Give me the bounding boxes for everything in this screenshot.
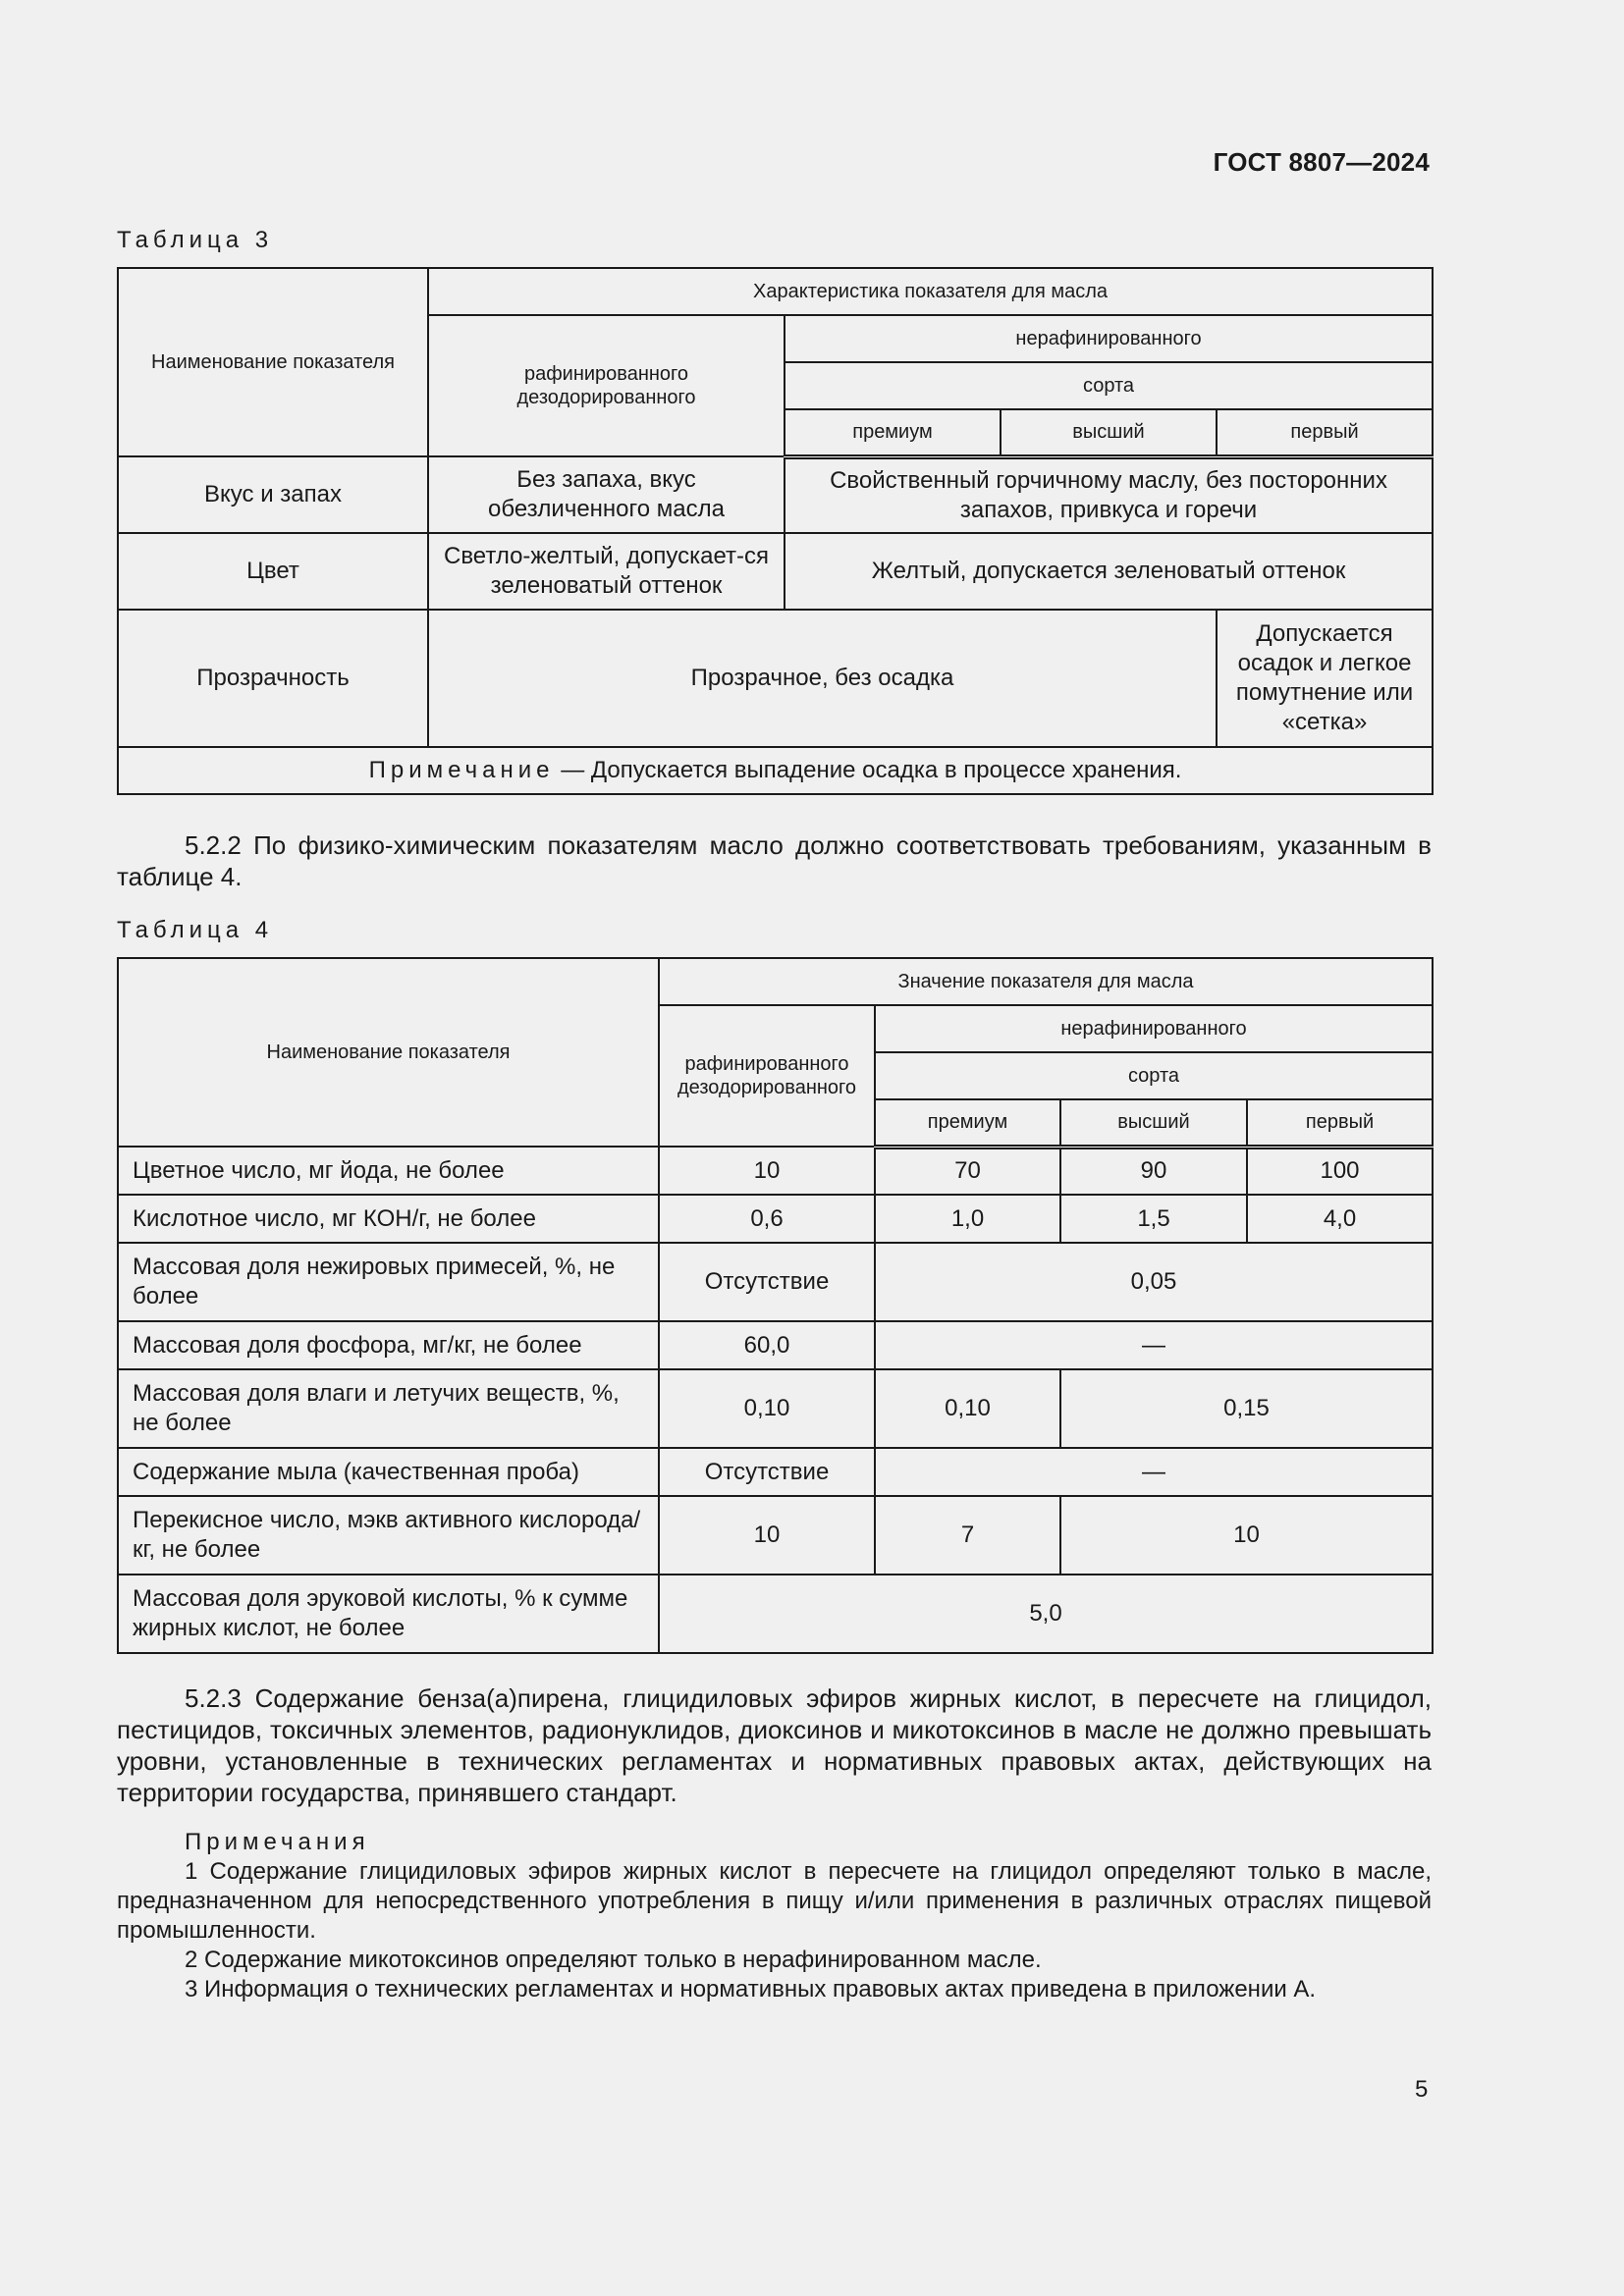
table3 <box>117 267 1434 795</box>
cell-refined: 10 <box>659 1147 875 1195</box>
table-row <box>118 1448 1433 1496</box>
table4-header-value: Значение показателя для масла <box>659 958 1433 1005</box>
cell-refined: Без запаха, вкус обезличенного масла <box>428 456 785 533</box>
cell-unrefined-all: 0,05 <box>875 1243 1433 1321</box>
cell-highest: 90 <box>1060 1147 1247 1195</box>
table3-header-grade: сорта <box>785 362 1433 409</box>
table3-header-indicator: Наименование показателя <box>118 268 428 456</box>
note-dash: — <box>561 757 585 783</box>
notes-block <box>117 1828 1432 2004</box>
row-name: Цветное число, мг йода, не более <box>118 1147 659 1195</box>
cell-refined: 10 <box>659 1496 875 1575</box>
row-name: Содержание мыла (качественная проба) <box>118 1448 659 1496</box>
row-name: Перекисное число, мэкв активного кислорода/кг, не более <box>118 1496 659 1575</box>
cell-unrefined-all: — <box>875 1321 1433 1369</box>
cell-first: 100 <box>1247 1147 1433 1195</box>
table3-header-refined: рафинированного дезодорированного <box>428 315 785 456</box>
row-name: Массовая доля влаги и летучих веществ, %, не более <box>118 1369 659 1448</box>
cell-refined: 60,0 <box>659 1321 875 1369</box>
cell-highest-first: 0,15 <box>1060 1369 1433 1448</box>
table3-header-premium: премиум <box>785 409 1001 456</box>
cell-first: 4,0 <box>1247 1195 1433 1243</box>
table3-header-characteristic: Характеристика показателя для масла <box>428 268 1433 315</box>
notes-title: Примечания <box>185 1829 370 1855</box>
cell-refined-premium-highest: Прозрачное, без осадка <box>428 610 1217 747</box>
cell-highest: 1,5 <box>1060 1195 1247 1243</box>
page-number: 5 <box>1415 2076 1429 2103</box>
table-row <box>118 1575 1433 1653</box>
cell-premium: 70 <box>875 1147 1060 1195</box>
table4-header-indicator: Наименование показателя <box>118 958 659 1147</box>
table3-caption: Таблица 3 <box>117 227 274 253</box>
table-row <box>118 1195 1433 1243</box>
table-row <box>118 610 1433 747</box>
cell-highest-first: 10 <box>1060 1496 1433 1575</box>
cell-all: 5,0 <box>659 1575 1433 1653</box>
note-text: Допускается выпадение осадка в процессе хранения. <box>590 757 1182 783</box>
table-row <box>118 533 1433 610</box>
note-label: Примечание <box>368 757 555 783</box>
table4 <box>117 957 1434 1654</box>
table3-note <box>118 747 1433 794</box>
table-row <box>118 1147 1433 1195</box>
table3-header-highest: высший <box>1001 409 1217 456</box>
table4-header-premium: премиум <box>875 1099 1060 1147</box>
table-row <box>118 1369 1433 1448</box>
cell-refined: 0,6 <box>659 1195 875 1243</box>
cell-premium: 1,0 <box>875 1195 1060 1243</box>
table-row <box>118 456 1433 533</box>
row-name: Массовая доля нежировых примесей, %, не более <box>118 1243 659 1321</box>
table4-header-unrefined: нерафинированного <box>875 1005 1433 1052</box>
paragraph-5-2-3: 5.2.3 Содержание бенза(а)пирена, глицидиловых эфиров жирных кислот, в пересчете на глицидол, пестицидов, токсичных элементов, радионуклидов, диоксинов и микотоксинов в масле не должно превышать уровни, установленные в технических регламентах и нормативных правовых актах, действующих на территории государства, принявшего стандарт. <box>117 1683 1432 1807</box>
row-name: Цвет <box>118 533 428 610</box>
row-name: Кислотное число, мг КОН/г, не более <box>118 1195 659 1243</box>
table4-header-refined: рафинированного дезодорированного <box>659 1005 875 1147</box>
cell-refined: Отсутствие <box>659 1448 875 1496</box>
cell-unrefined: Желтый, допускается зеленоватый оттенок <box>785 533 1433 610</box>
table4-header-grade: сорта <box>875 1052 1433 1099</box>
note-item: 1 Содержание глицидиловых эфиров жирных кислот в пересчете на глицидол определяют только в масле, предназначенном для непосредственного употребления в пищу и/или применения в различных отраслях пищевой промышленности. <box>117 1858 1432 1944</box>
cell-unrefined: Свойственный горчичному маслу, без посторонних запахов, привкуса и горечи <box>785 456 1433 533</box>
note-item: 2 Содержание микотоксинов определяют только в нерафинированном масле. <box>185 1947 1042 1973</box>
table3-header-unrefined: нерафинированного <box>785 315 1433 362</box>
standard-id: ГОСТ 8807—2024 <box>1213 147 1430 177</box>
cell-first: Допускается осадок и легкое помутнение или «сетка» <box>1217 610 1433 747</box>
cell-refined: Отсутствие <box>659 1243 875 1321</box>
note-item: 3 Информация о технических регламентах и нормативных правовых актах приведена в приложении А. <box>185 1976 1317 2002</box>
cell-unrefined-all: — <box>875 1448 1433 1496</box>
cell-refined: Светло-желтый, допускает-ся зеленоватый оттенок <box>428 533 785 610</box>
table4-header-first: первый <box>1247 1099 1433 1147</box>
cell-premium: 7 <box>875 1496 1060 1575</box>
row-name: Массовая доля фосфора, мг/кг, не более <box>118 1321 659 1369</box>
table-row <box>118 1321 1433 1369</box>
table4-caption: Таблица 4 <box>117 917 274 943</box>
table-row <box>118 1243 1433 1321</box>
table-row <box>118 1496 1433 1575</box>
table3-header-first: первый <box>1217 409 1433 456</box>
row-name: Вкус и запах <box>118 456 428 533</box>
paragraph-5-2-2: 5.2.2 По физико-химическим показателям масло должно соответствовать требованиям, указанным в таблице 4. <box>117 830 1432 891</box>
cell-refined: 0,10 <box>659 1369 875 1448</box>
table4-header-highest: высший <box>1060 1099 1247 1147</box>
cell-premium: 0,10 <box>875 1369 1060 1448</box>
row-name: Массовая доля эруковой кислоты, % к сумме жирных кислот, не более <box>118 1575 659 1653</box>
row-name: Прозрачность <box>118 610 428 747</box>
